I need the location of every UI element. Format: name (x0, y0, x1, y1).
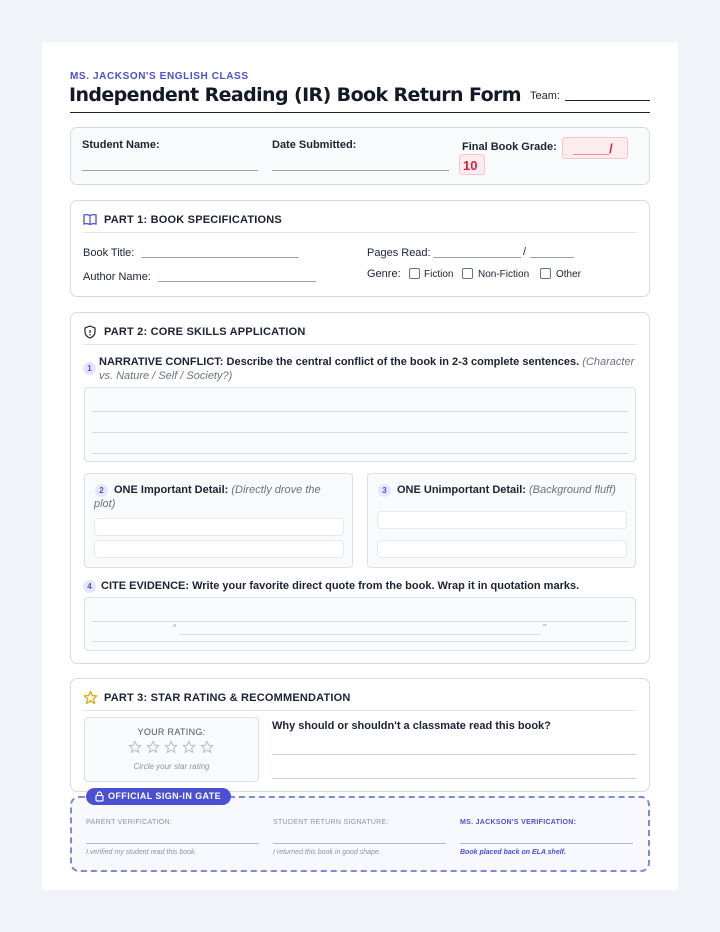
star-icon (83, 690, 98, 705)
question-3-number: 3 (378, 484, 391, 497)
genre-fiction-checkbox[interactable] (409, 268, 420, 279)
question-2-text: ONE Important Detail: (114, 484, 229, 496)
question-4-answer-box[interactable] (84, 597, 636, 651)
quote-answer-line (179, 634, 541, 635)
book-icon (83, 213, 97, 226)
part3-divider (83, 710, 637, 711)
parent-signature-field[interactable] (86, 843, 259, 844)
student-signature-label: STUDENT RETURN SIGNATURE: (273, 819, 389, 826)
form-title: Independent Reading (IR) Book Return Form (69, 84, 521, 106)
student-name-field[interactable] (82, 170, 258, 171)
sign-in-gate (70, 796, 650, 872)
question-4-number: 4 (83, 580, 96, 593)
answer-line (92, 621, 628, 622)
pages-read-label: Pages Read: (367, 247, 431, 259)
question-1-number: 1 (83, 362, 96, 375)
grade-total-box: 10 (459, 154, 485, 175)
pages-slash: / (523, 246, 527, 258)
form-page (42, 42, 678, 890)
teacher-signature-field[interactable] (460, 843, 633, 844)
genre-fiction-label: Fiction (424, 269, 454, 280)
rating-star-icon[interactable] (200, 740, 214, 754)
class-eyebrow: MS. JACKSON'S ENGLISH CLASS (70, 71, 249, 82)
rating-hint: Circle your star rating (133, 762, 210, 771)
part2-heading: PART 2: CORE SKILLS APPLICATION (104, 326, 306, 338)
genre-nonfiction-checkbox[interactable] (462, 268, 473, 279)
question-2-answer-line-1[interactable] (94, 518, 344, 536)
student-info-card (70, 127, 650, 185)
question-2-card (84, 473, 353, 568)
question-2-number: 2 (95, 484, 108, 497)
rating-box (84, 717, 259, 782)
question-3-prompt (377, 483, 627, 497)
quote-close-mark: ” (543, 623, 547, 634)
question-1-answer-box[interactable] (84, 387, 636, 462)
recommend-question: Why should or shouldn't a classmate read this book? (272, 720, 551, 732)
team-label: Team: (530, 90, 560, 102)
part2-card (70, 312, 650, 664)
part1-card (70, 200, 650, 297)
pages-read-field[interactable] (433, 257, 521, 258)
genre-other-checkbox[interactable] (540, 268, 551, 279)
final-grade-label: Final Book Grade: (462, 141, 557, 153)
student-signature-note: I returned this book in good shape. (273, 849, 381, 856)
genre-nonfiction-label: Non-Fiction (478, 269, 530, 280)
pages-total-field[interactable] (530, 257, 574, 258)
author-name-label: Author Name: (83, 271, 151, 283)
recommend-line-2[interactable] (272, 778, 636, 779)
rating-label: YOUR RATING: (137, 727, 206, 737)
question-2-answer-line-2[interactable] (94, 540, 344, 558)
question-3-card (367, 473, 636, 568)
quote-open-mark: “ (173, 623, 177, 634)
book-title-label: Book Title: (83, 247, 135, 259)
question-4-prompt (101, 579, 637, 593)
part2-divider (83, 344, 637, 345)
answer-line (92, 411, 628, 412)
question-2-prompt (94, 483, 344, 511)
question-3-hint: (Background fluff) (529, 484, 616, 496)
parent-verification-note: I verified my student read this book. (86, 849, 197, 856)
shield-icon (84, 325, 96, 339)
part3-card (70, 678, 650, 792)
answer-line (92, 453, 628, 454)
student-name-label: Student Name: (82, 139, 160, 151)
part1-heading: PART 1: BOOK SPECIFICATIONS (104, 214, 282, 226)
grade-blank-box[interactable]: _____/ (562, 137, 628, 159)
question-3-answer-line-1[interactable] (377, 511, 627, 529)
genre-label: Genre: (367, 268, 401, 280)
question-1-text: NARRATIVE CONFLICT: Describe the central conflict of the book in 2-3 complete sentences. (99, 356, 580, 368)
rating-star-icon[interactable] (164, 740, 178, 754)
answer-line (92, 641, 628, 642)
lock-icon (95, 791, 104, 802)
rating-star-icon[interactable] (182, 740, 196, 754)
sign-in-gate-badge (86, 788, 231, 805)
student-signature-field[interactable] (273, 843, 446, 844)
date-submitted-field[interactable] (272, 170, 449, 171)
question-1-hint: (Character vs. Nature / Self / Society?) (99, 356, 635, 382)
recommend-line-1[interactable] (272, 754, 636, 755)
sign-in-gate-title: OFFICIAL SIGN-IN GATE (108, 791, 222, 801)
book-title-field[interactable] (141, 257, 299, 258)
question-3-text: ONE Unimportant Detail: (397, 484, 526, 496)
question-1-prompt (99, 355, 635, 383)
part3-heading: PART 3: STAR RATING & RECOMMENDATION (104, 692, 351, 704)
teacher-verification-label: MS. JACKSON'S VERIFICATION: (460, 819, 577, 826)
question-3-answer-line-2[interactable] (377, 540, 627, 558)
parent-verification-label: PARENT VERIFICATION: (86, 819, 173, 826)
rating-stars (128, 740, 218, 756)
team-field[interactable] (565, 100, 650, 101)
author-name-field[interactable] (158, 281, 316, 282)
genre-other-label: Other (556, 269, 582, 280)
question-4-text: CITE EVIDENCE: Write your favorite direct quote from the book. Wrap it in quotation marks. (101, 580, 580, 592)
teacher-verification-note: Book placed back on ELA shelf. (460, 849, 566, 856)
header-divider (70, 112, 650, 113)
answer-line (92, 432, 628, 433)
question-2-hint: (Directly drove the plot) (94, 484, 321, 510)
rating-star-icon[interactable] (146, 740, 160, 754)
part1-divider (83, 232, 637, 233)
rating-star-icon[interactable] (128, 740, 142, 754)
date-submitted-label: Date Submitted: (272, 139, 357, 151)
